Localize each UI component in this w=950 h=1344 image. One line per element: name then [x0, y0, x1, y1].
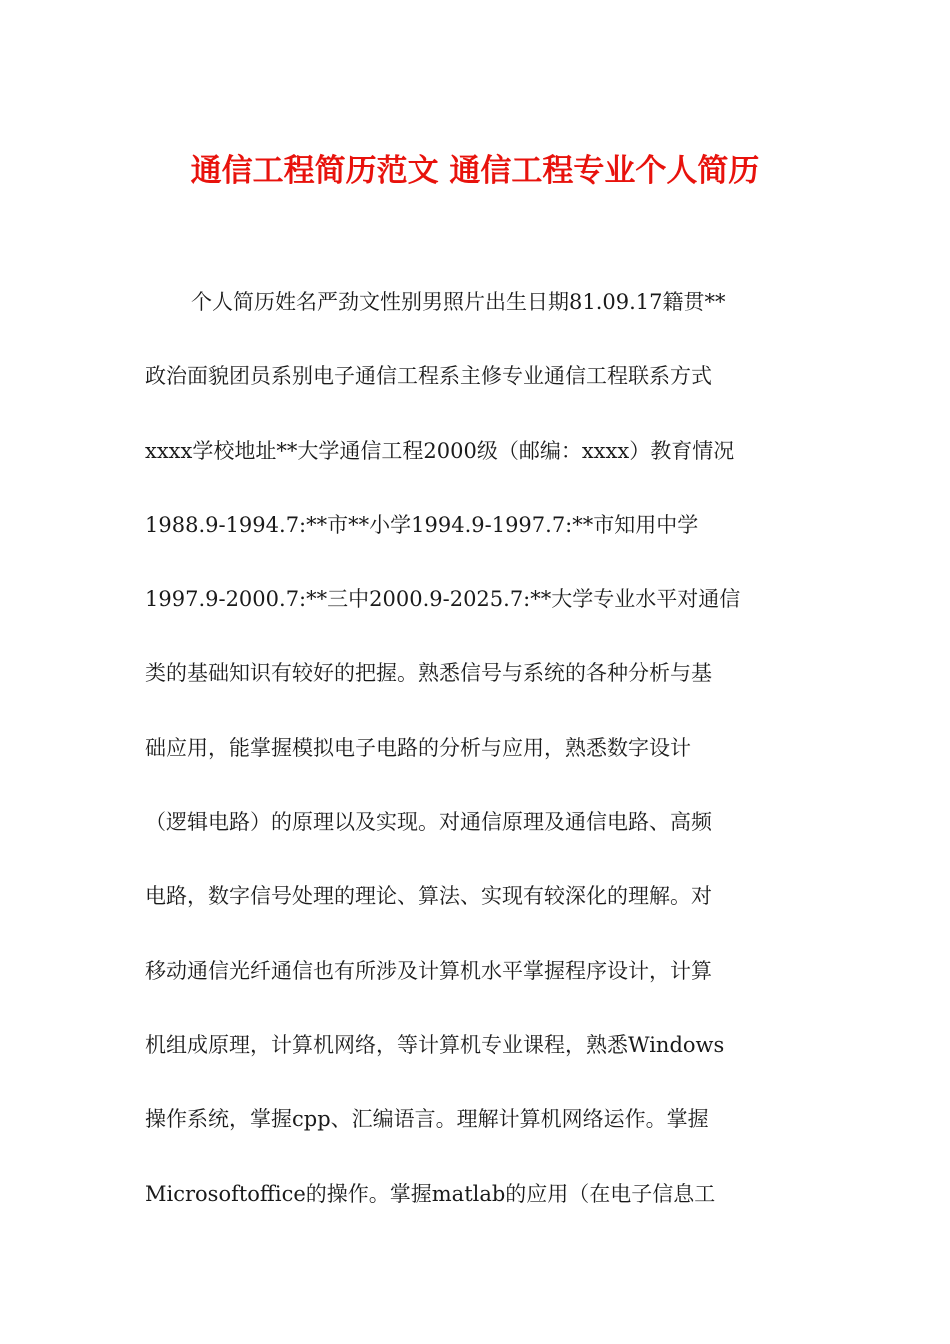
- body-line: 政治面貌团员系别电子通信工程系主修专业通信工程联系方式: [145, 364, 712, 389]
- body-line: 电路，数字信号处理的理论、算法、实现有较深化的理解。对: [145, 884, 712, 909]
- body-line: xxxx学校地址**大学通信工程2000级（邮编：xxxx）教育情况: [145, 438, 735, 463]
- body-line: 1988.9-1994.7:**市**小学1994.9-1997.7:**市知用中学: [145, 512, 699, 537]
- body-line: 类的基础知识有较好的把握。熟悉信号与系统的各种分析与基: [145, 661, 712, 686]
- document-title: 通信工程简历范文 通信工程专业个人简历: [190, 153, 760, 189]
- body-line: 操作系统，掌握cpp、汇编语言。理解计算机网络运作。掌握: [145, 1107, 709, 1132]
- body-line: 础应用，能掌握模拟电子电路的分析与应用，熟悉数字设计: [145, 735, 691, 760]
- body-line: 个人简历姓名严劲文性别男照片出生日期81.09.17籍贯**: [191, 290, 726, 314]
- document-body: [145, 280, 815, 1246]
- body-line: Microsoftoffice的操作。掌握matlab的应用（在电子信息工: [145, 1181, 716, 1206]
- body-line: 机组成原理，计算机网络，等计算机专业课程，熟悉Windows: [145, 1032, 725, 1057]
- body-line: 1997.9-2000.7:**三中2000.9-2025.7:**大学专业水平对通信: [145, 587, 741, 612]
- body-line: （逻辑电路）的原理以及实现。对通信原理及通信电路、高频: [145, 810, 712, 835]
- body-line: 移动通信光纤通信也有所涉及计算机水平掌握程序设计，计算: [145, 958, 712, 983]
